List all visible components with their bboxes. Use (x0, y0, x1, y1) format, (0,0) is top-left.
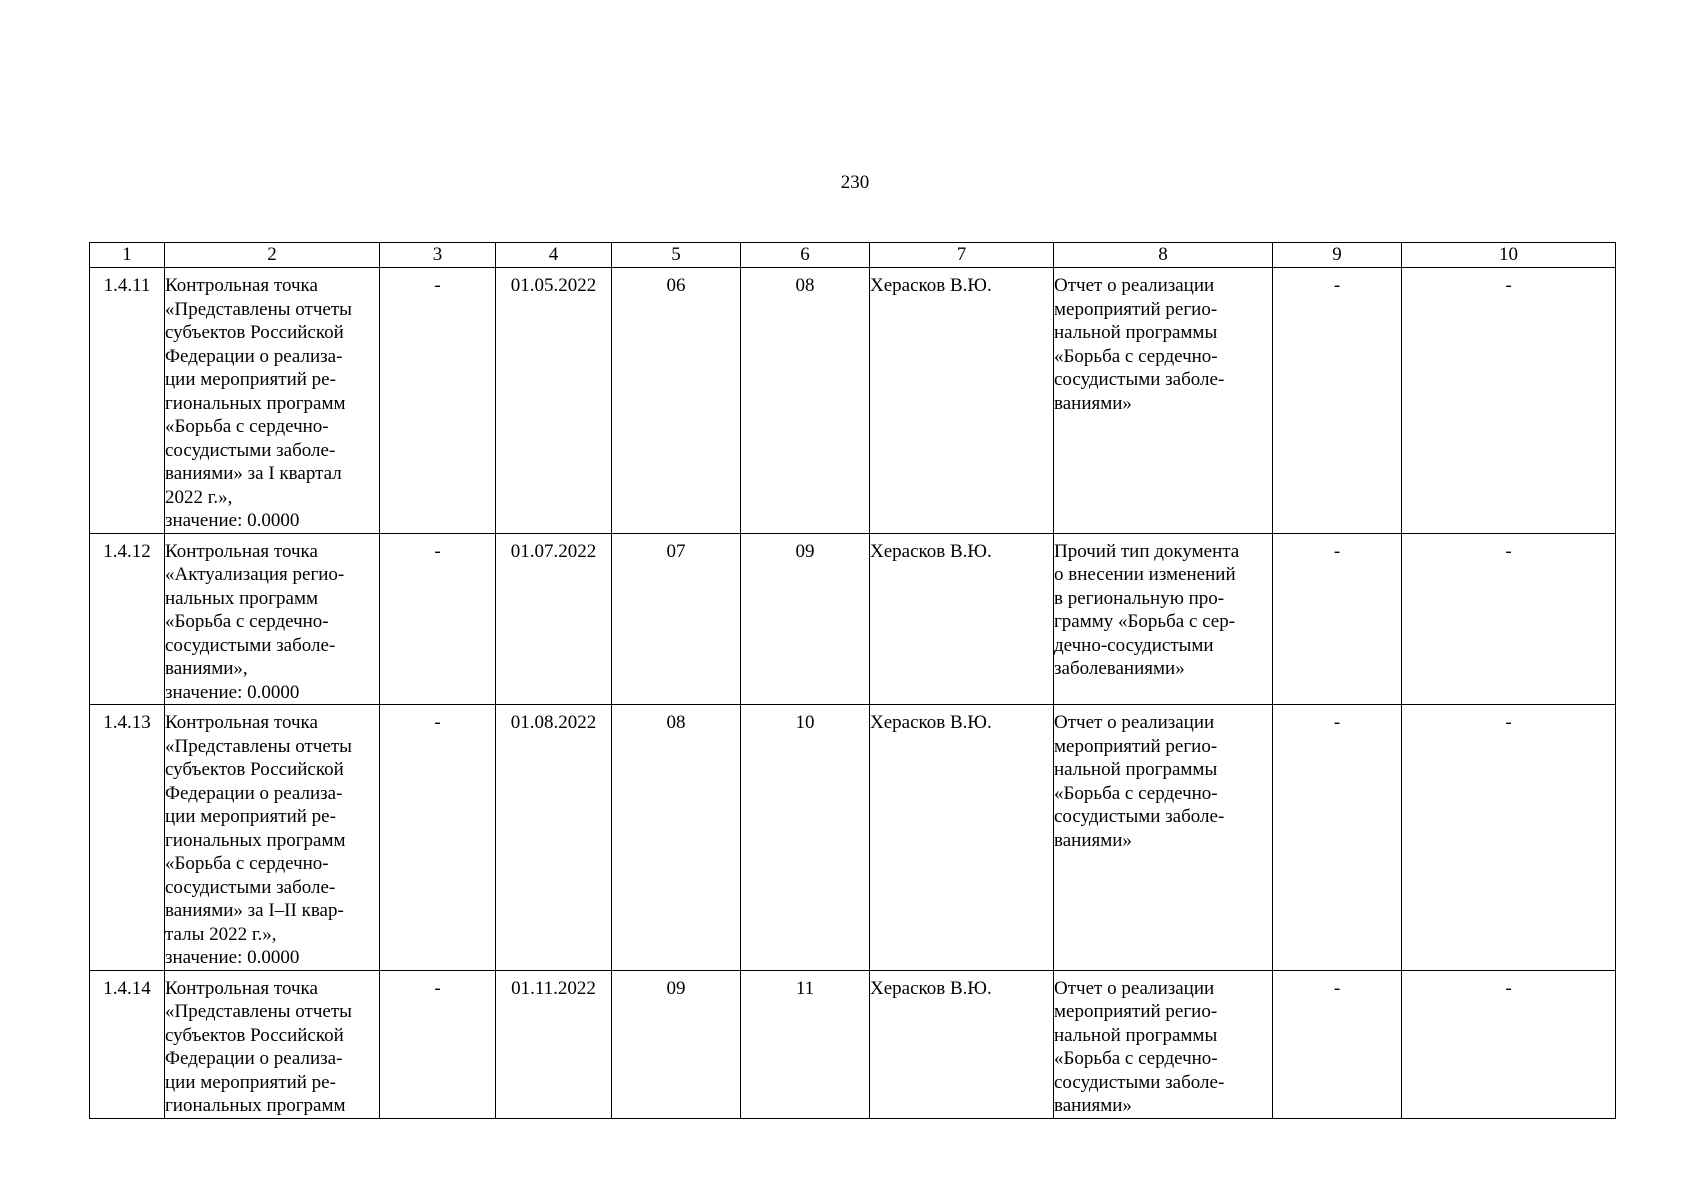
text-line: Отчет о реализации (1054, 712, 1215, 733)
text-line: субъектов Российской (165, 1024, 344, 1046)
cell-col6: 10 (741, 705, 870, 971)
text-line: «Представлены отчеты (165, 1001, 352, 1022)
column-header: 8 (1054, 243, 1273, 268)
table-row (90, 533, 1616, 705)
result-document (1054, 533, 1273, 705)
cell-col3: - (380, 268, 496, 534)
text-line: ции мероприятий ре- (165, 369, 336, 390)
text-line: «Борьба с сердечно- (1054, 345, 1218, 367)
deadline-date: 01.08.2022 (496, 705, 612, 971)
text-line: «Борьба с сердечно- (1054, 1048, 1218, 1069)
cell-col3: - (380, 533, 496, 705)
cell-col10: - (1402, 970, 1616, 1118)
text-line: ваниями» (1054, 829, 1132, 851)
text-line: ваниями» за I–II квар- (165, 900, 344, 921)
deadline-date: 01.05.2022 (496, 268, 612, 534)
cell-col3: - (380, 705, 496, 971)
text-line: значение: 0.0000 (165, 947, 300, 968)
text-line: в региональную про- (1054, 587, 1225, 609)
text-line: 2022 г.», (165, 486, 233, 508)
text-line: сосудистыми заболе- (165, 634, 336, 656)
text-line: значение: 0.0000 (165, 510, 300, 531)
text-line: Контрольная точка (165, 977, 318, 999)
control-point-name (165, 970, 380, 1118)
text-line: Федерации о реализа- (165, 345, 343, 367)
text-line: мероприятий регио- (1054, 298, 1218, 320)
text-line: «Борьба с сердечно- (165, 853, 329, 874)
column-header: 7 (870, 243, 1054, 268)
text-line: ваниями» за I квартал (165, 463, 342, 484)
text-line: сосудистыми заболе- (165, 439, 336, 461)
text-line: «Представлены отчеты (165, 298, 352, 320)
text-line: «Борьба с сердечно- (165, 416, 329, 437)
deadline-date: 01.07.2022 (496, 533, 612, 705)
deadline-date: 01.11.2022 (496, 970, 612, 1118)
header-row (90, 243, 1616, 268)
text-line: сосудистыми заболе- (1054, 369, 1225, 390)
column-header: 5 (612, 243, 741, 268)
result-document (1054, 970, 1273, 1118)
cell-col3: - (380, 970, 496, 1118)
text-line: гиональных программ (165, 1095, 346, 1116)
cell-col5: 09 (612, 970, 741, 1118)
table-row (90, 705, 1616, 971)
cell-col5: 07 (612, 533, 741, 705)
cell-col6: 08 (741, 268, 870, 534)
cell-col5: 06 (612, 268, 741, 534)
cell-col9: - (1273, 705, 1402, 971)
text-line: дечно-сосудистыми (1054, 634, 1214, 656)
text-line: сосудистыми заболе- (1054, 1071, 1225, 1093)
cell-col10: - (1402, 705, 1616, 971)
cell-col10: - (1402, 533, 1616, 705)
column-header: 2 (165, 243, 380, 268)
text-line: мероприятий регио- (1054, 1001, 1218, 1022)
control-point-name (165, 533, 380, 705)
cell-col9: - (1273, 533, 1402, 705)
table-row (90, 268, 1616, 534)
text-line: сосудистыми заболе- (1054, 806, 1225, 827)
row-number: 1.4.14 (90, 970, 165, 1118)
column-header: 10 (1402, 243, 1616, 268)
control-point-name (165, 705, 380, 971)
page-number: 230 (840, 172, 870, 193)
text-line: талы 2022 г.», (165, 923, 277, 945)
text-line: субъектов Российской (165, 759, 344, 780)
column-header: 4 (496, 243, 612, 268)
text-line: Федерации о реализа- (165, 1048, 343, 1069)
column-header: 9 (1273, 243, 1402, 268)
text-line: «Представлены отчеты (165, 735, 352, 757)
text-line: субъектов Российской (165, 322, 344, 343)
cell-col9: - (1273, 970, 1402, 1118)
text-line: Прочий тип документа (1054, 540, 1240, 562)
result-document (1054, 705, 1273, 971)
cell-col10: - (1402, 268, 1616, 534)
row-number: 1.4.11 (90, 268, 165, 534)
text-line: нальной программы (1054, 1024, 1218, 1046)
cell-col6: 11 (741, 970, 870, 1118)
text-line: Контрольная точка (165, 275, 318, 296)
row-number: 1.4.13 (90, 705, 165, 971)
text-line: Контрольная точка (165, 712, 318, 733)
text-line: гиональных программ (165, 392, 346, 414)
text-line: «Борьба с сердечно- (165, 611, 329, 632)
cell-col6: 09 (741, 533, 870, 705)
cell-col5: 08 (612, 705, 741, 971)
text-line: ваниями» (1054, 1095, 1132, 1116)
plan-table (89, 242, 1616, 1119)
text-line: нальных программ (165, 587, 319, 609)
result-document (1054, 268, 1273, 534)
responsible-person: Херасков В.Ю. (870, 970, 1054, 1118)
responsible-person: Херасков В.Ю. (870, 533, 1054, 705)
text-line: мероприятий регио- (1054, 735, 1218, 757)
text-line: «Борьба с сердечно- (1054, 782, 1218, 804)
responsible-person: Херасков В.Ю. (870, 705, 1054, 971)
text-line: Федерации о реализа- (165, 782, 343, 804)
text-line: значение: 0.0000 (165, 681, 300, 703)
table-row (90, 970, 1616, 1118)
text-line: гиональных программ (165, 829, 346, 851)
text-line: ваниями», (165, 658, 248, 679)
text-line: заболеваниями» (1054, 658, 1185, 679)
text-line: нальной программы (1054, 322, 1218, 343)
text-line: ции мероприятий ре- (165, 806, 336, 827)
row-number: 1.4.12 (90, 533, 165, 705)
text-line: нальной программы (1054, 759, 1218, 780)
column-header: 3 (380, 243, 496, 268)
text-line: «Актуализация регио- (165, 564, 345, 585)
control-point-name (165, 268, 380, 534)
column-header: 1 (90, 243, 165, 268)
text-line: Отчет о реализации (1054, 977, 1215, 999)
text-line: Отчет о реализации (1054, 275, 1215, 296)
text-line: Контрольная точка (165, 540, 318, 562)
text-line: ваниями» (1054, 392, 1132, 414)
text-line: о внесении изменений (1054, 564, 1236, 585)
text-line: сосудистыми заболе- (165, 876, 336, 898)
responsible-person: Херасков В.Ю. (870, 268, 1054, 534)
text-line: грамму «Борьба с сер- (1054, 611, 1236, 632)
column-header: 6 (741, 243, 870, 268)
cell-col9: - (1273, 268, 1402, 534)
text-line: ции мероприятий ре- (165, 1071, 336, 1093)
